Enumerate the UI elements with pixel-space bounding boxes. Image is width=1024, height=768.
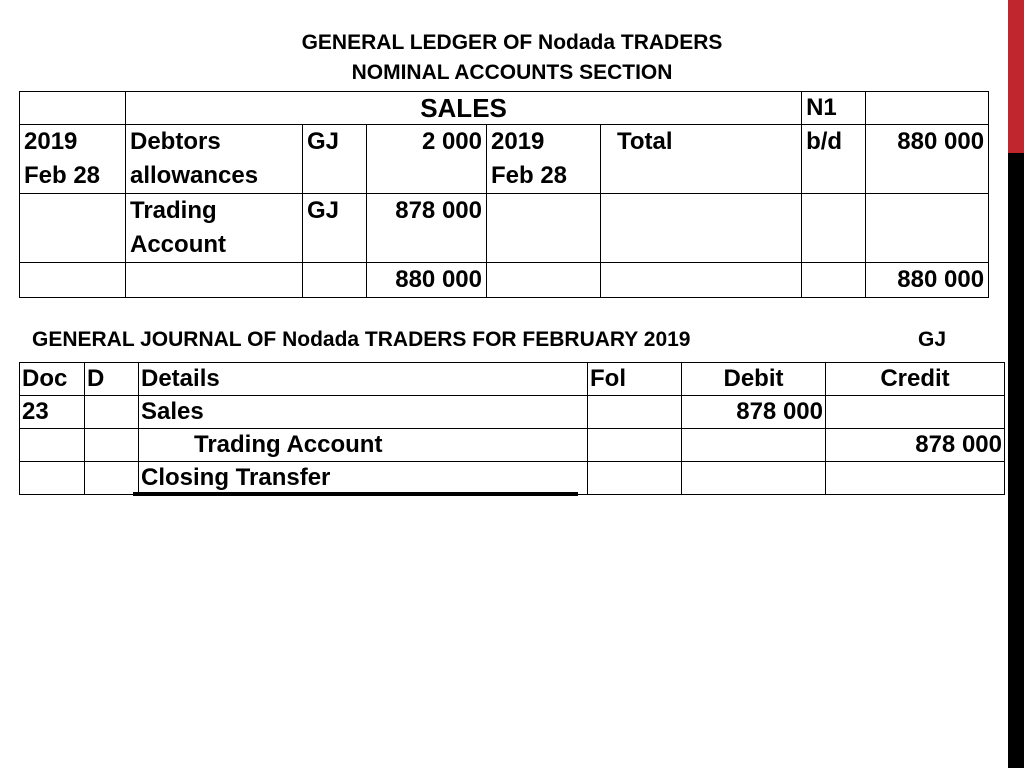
cr-details: Total [601,125,802,194]
ledger-folio: N1 [802,92,866,125]
general-journal-table [19,362,1005,495]
table-row [20,125,989,194]
doc-cell [20,429,85,462]
table-row [20,194,989,263]
header-debit: Debit [682,363,826,396]
cr-fol: b/d [802,125,866,194]
cr-date: 2019 Feb 28 [487,125,601,194]
table-row [20,462,1005,495]
total-blank [126,263,303,298]
details-cell: Trading Account [139,429,588,462]
dr-details: Debtors allowances [126,125,303,194]
dr-amount: 878 000 [367,194,487,263]
details-cell: Sales [139,396,588,429]
journal-title: GENERAL JOURNAL OF Nodada TRADERS FOR FEBRUARY 2019 [32,328,691,351]
d-cell [85,429,139,462]
dr-fol: GJ [303,194,367,263]
table-row [20,429,1005,462]
cr-fol [802,194,866,263]
dr-amount: 2 000 [367,125,487,194]
header-details: Details [139,363,588,396]
credit-cell: 878 000 [826,429,1005,462]
debit-cell: 878 000 [682,396,826,429]
ledger-subtitle: NOMINAL ACCOUNTS SECTION [351,61,673,84]
fol-cell [588,429,682,462]
cr-total: 880 000 [866,263,989,298]
fol-cell [588,462,682,495]
total-blank [802,263,866,298]
details-cell: Closing Transfer [139,462,588,495]
sales-ledger-table [19,91,989,298]
ledger-header-blank-right [866,92,989,125]
dr-total: 880 000 [367,263,487,298]
credit-cell [826,396,1005,429]
doc-cell [20,462,85,495]
dr-date [20,194,126,263]
journal-header-row [20,363,1005,396]
dr-date: 2019 Feb 28 [20,125,126,194]
ledger-header-row [20,92,989,125]
cr-amount: 880 000 [866,125,989,194]
table-row [20,396,1005,429]
ledger-totals-row [20,263,989,298]
cr-details [601,194,802,263]
total-blank [487,263,601,298]
fol-cell [588,396,682,429]
header-credit: Credit [826,363,1005,396]
header-d: D [85,363,139,396]
total-blank [20,263,126,298]
dr-details: Trading Account [126,194,303,263]
total-blank [303,263,367,298]
debit-cell [682,429,826,462]
doc-cell: 23 [20,396,85,429]
ledger-title: GENERAL LEDGER OF Nodada TRADERS [301,31,723,54]
cr-amount [866,194,989,263]
ledger-account-name: SALES [126,92,802,125]
cr-date [487,194,601,263]
header-fol: Fol [588,363,682,396]
debit-cell [682,462,826,495]
d-cell [85,396,139,429]
header-doc: Doc [20,363,85,396]
d-cell [85,462,139,495]
total-blank [601,263,802,298]
credit-cell [826,462,1005,495]
ledger-header-blank [20,92,126,125]
dr-fol: GJ [303,125,367,194]
closing-transfer-underline [133,492,578,496]
journal-code: GJ [918,328,947,351]
